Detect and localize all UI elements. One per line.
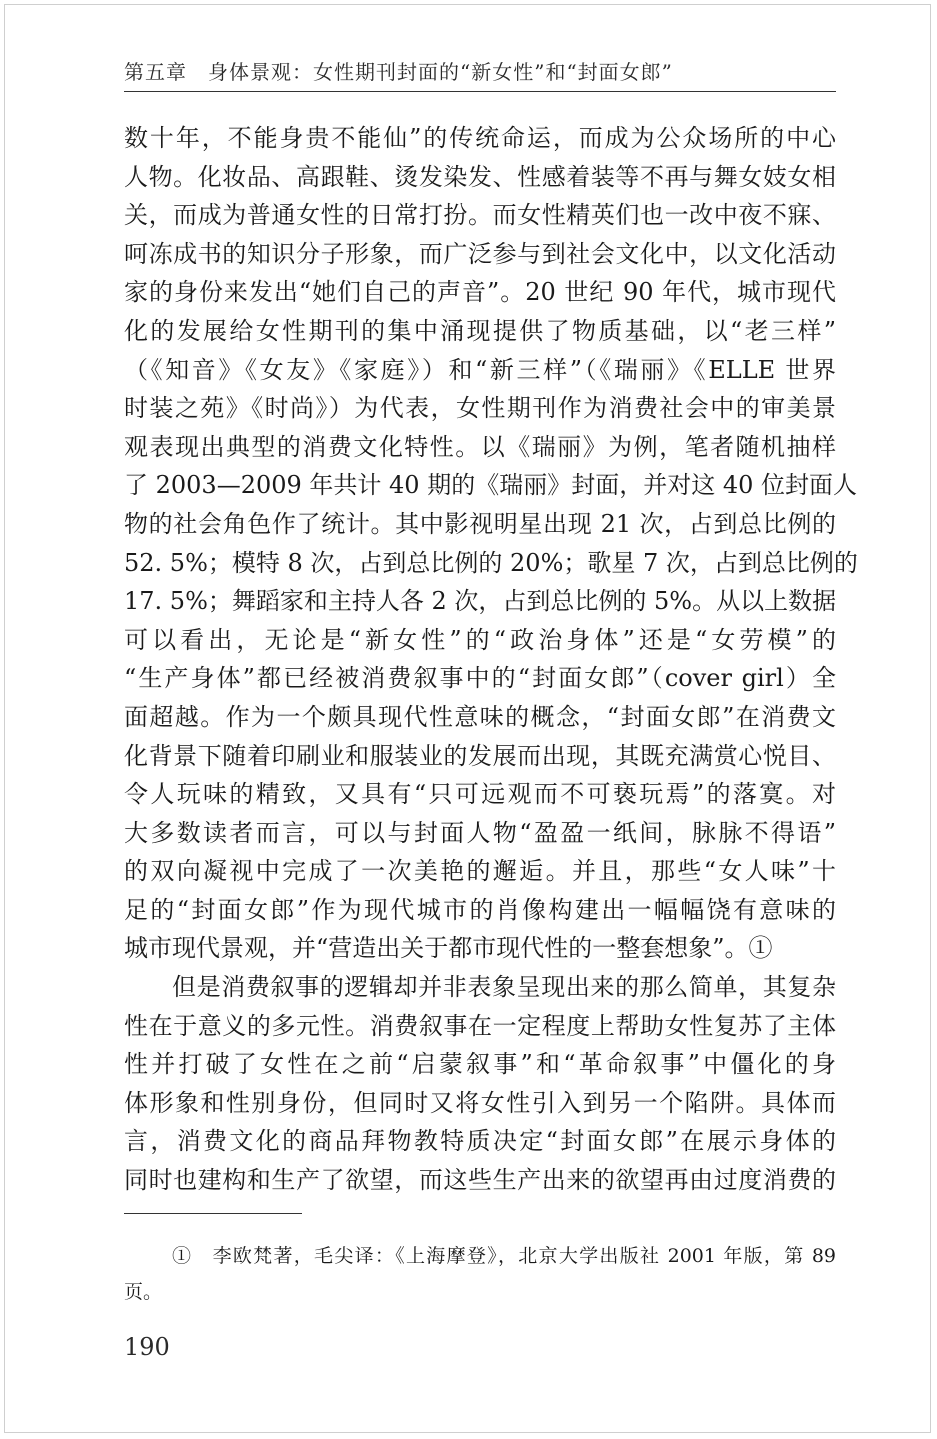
footnote-line: ① 李欧梵著，毛尖译：《上海摩登》，北京大学出版社 2001 年版，第 89 [172, 1245, 836, 1267]
body-line: 物的社会角色作了统计。其中影视明星出现 21 次，占到总比例的 [124, 509, 836, 538]
body-line: 性并打破了女性在之前“启蒙叙事”和“革命叙事”中僵化的身 [124, 1050, 836, 1079]
body-line: 的双向凝视中完成了一次美艳的邂逅。并且，那些“女人味”十 [124, 857, 836, 886]
body-line: 时装之苑》《时尚》）为代表，女性期刊作为消费社会中的审美景 [124, 394, 836, 423]
body-line: 同时也建构和生产了欲望，而这些生产出来的欲望再由过度消费的 [124, 1166, 836, 1195]
body-line: 呵冻成书的知识分子形象，而广泛参与到社会文化中，以文化活动 [124, 239, 836, 268]
body-line: 关，而成为普通女性的日常打扮。而女性精英们也一改中夜不寐、 [124, 201, 836, 230]
body-line: 化的发展给女性期刊的集中涌现提供了物质基础，以“老三样” [124, 316, 836, 345]
body-line: “生产身体”都已经被消费叙事中的“封面女郎”（cover girl）全 [124, 664, 836, 693]
body-line: 体形象和性别身份，但同时又将女性引入到另一个陷阱。具体而 [124, 1088, 836, 1117]
body-line: 人物。化妆品、高跟鞋、烫发染发、性感着装等不再与舞女妓女相 [124, 162, 836, 191]
body-line: 了 2003—2009 年共计 40 期的《瑞丽》封面，并对这 40 位封面人 [124, 471, 858, 500]
body-line: 52. 5%；模特 8 次，占到总比例的 20%；歌星 7 次，占到总比例的 [124, 548, 858, 577]
page-number: 190 [124, 1333, 170, 1361]
body-line: 性在于意义的多元性。消费叙事在一定程度上帮助女性复苏了主体 [124, 1011, 836, 1040]
body-line: 大多数读者而言，可以与封面人物“盈盈一纸间，脉脉不得语” [124, 818, 836, 847]
body-line: 观表现出典型的消费文化特性。以《瑞丽》为例，笔者随机抽样 [124, 432, 836, 461]
body-line: 但是消费叙事的逻辑却并非表象呈现出来的那么简单，其复杂 [172, 973, 836, 1002]
footnote-line: 页。 [124, 1281, 163, 1303]
body-line: 令人玩味的精致，又具有“只可远观而不可亵玩焉”的落寞。对 [124, 780, 836, 809]
body-line: 家的身份来发出“她们自己的声音”。20 世纪 90 年代，城市现代 [124, 278, 836, 307]
body-text [124, 119, 858, 1200]
body-line: 言，消费文化的商品拜物教特质决定“封面女郎”在展示身体的 [124, 1127, 836, 1156]
header-rule [124, 91, 836, 92]
body-line: 可以看出，无论是“新女性”的“政治身体”还是“女劳模”的 [124, 625, 836, 654]
running-header: 第五章 身体景观：女性期刊封面的“新女性”和“封面女郎” [124, 60, 673, 84]
body-line: 城市现代景观，并“营造出关于都市现代性的一整套想象”。① [124, 934, 773, 963]
body-line: （《知音》《女友》《家庭》）和“新三样”（《瑞丽》《ELLE 世界 [124, 355, 836, 384]
body-line: 面超越。作为一个颇具现代性意味的概念，“封面女郎”在消费文 [124, 702, 836, 731]
body-line: 17. 5%；舞蹈家和主持人各 2 次，占到总比例的 5%。从以上数据 [124, 587, 837, 616]
body-line: 数十年，不能身贵不能仙”的传统命运，而成为公众场所的中心 [124, 124, 836, 152]
footnote [124, 1238, 836, 1310]
body-line: 化背景下随着印刷业和服装业的发展而出现，其既充满赏心悦目、 [124, 741, 836, 770]
footnote-rule [124, 1213, 302, 1214]
body-line: 足的“封面女郎”作为现代城市的肖像构建出一幅幅饶有意味的 [124, 895, 836, 924]
